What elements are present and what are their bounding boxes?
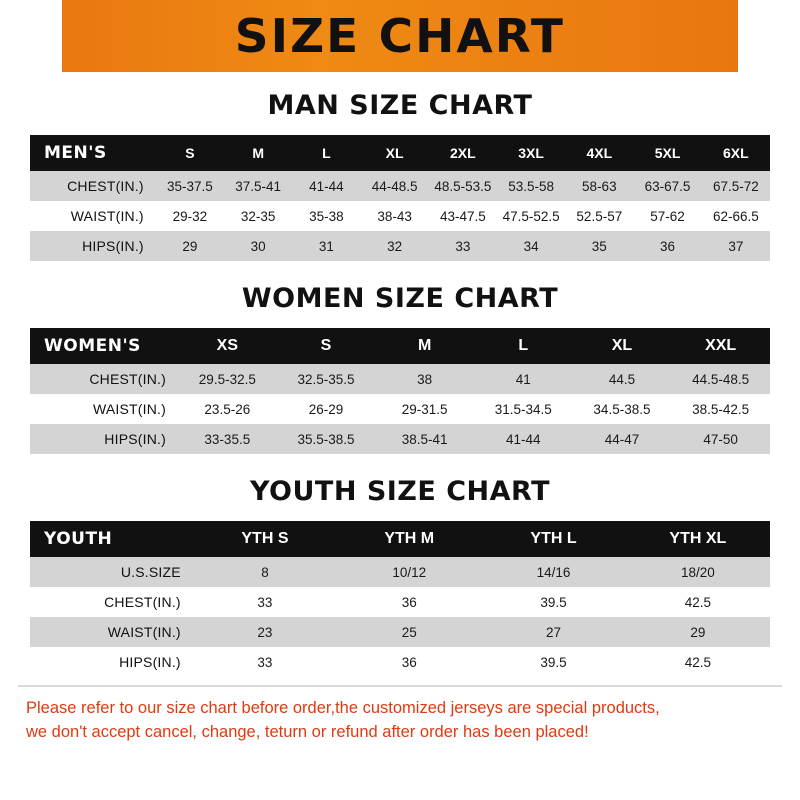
table-cell: 31 xyxy=(292,231,360,261)
table-cell: 35-37.5 xyxy=(156,171,224,201)
men-table-head xyxy=(30,135,770,171)
table-cell: 62-66.5 xyxy=(702,201,770,231)
column-header: S xyxy=(156,135,224,171)
table-cell: 47-50 xyxy=(671,424,770,454)
table-cell: 32.5-35.5 xyxy=(277,364,376,394)
table-cell: 35-38 xyxy=(292,201,360,231)
table-cell: 58-63 xyxy=(565,171,633,201)
table-cell: 37 xyxy=(702,231,770,261)
table-row xyxy=(30,647,770,677)
column-header: 4XL xyxy=(565,135,633,171)
table-cell: 63-67.5 xyxy=(633,171,701,201)
column-header: YTH M xyxy=(337,521,481,557)
row-label: HIPS(IN.) xyxy=(30,647,193,677)
youth-size-table xyxy=(30,521,770,677)
table-row xyxy=(30,364,770,394)
table-cell: 10/12 xyxy=(337,557,481,587)
women-table-head xyxy=(30,328,770,364)
table-cell: 29-31.5 xyxy=(375,394,474,424)
table-cell: 53.5-58 xyxy=(497,171,565,201)
table-cell: 38.5-42.5 xyxy=(671,394,770,424)
table-cell: 23.5-26 xyxy=(178,394,277,424)
column-header: S xyxy=(277,328,376,364)
row-label: WAIST(IN.) xyxy=(30,394,178,424)
table-cell: 38 xyxy=(375,364,474,394)
column-header: L xyxy=(474,328,573,364)
column-header: L xyxy=(292,135,360,171)
header-banner xyxy=(0,0,800,72)
column-header: XL xyxy=(361,135,429,171)
table-row xyxy=(30,201,770,231)
table-cell: 32 xyxy=(361,231,429,261)
row-label: WAIST(IN.) xyxy=(30,617,193,647)
table-cell: 44.5-48.5 xyxy=(671,364,770,394)
column-header: 6XL xyxy=(702,135,770,171)
row-label: CHEST(IN.) xyxy=(30,364,178,394)
table-header-row xyxy=(30,328,770,364)
table-cell: 41-44 xyxy=(292,171,360,201)
table-row xyxy=(30,171,770,201)
men-size-table-wrap xyxy=(0,135,800,261)
table-cell: 14/16 xyxy=(481,557,625,587)
table-cell: 41-44 xyxy=(474,424,573,454)
table-cell: 41 xyxy=(474,364,573,394)
table-row xyxy=(30,394,770,424)
women-table-body xyxy=(30,364,770,454)
column-header: XS xyxy=(178,328,277,364)
table-cell: 33 xyxy=(429,231,497,261)
table-cell: 23 xyxy=(193,617,337,647)
table-cell: 33 xyxy=(193,647,337,677)
table-cell: 33 xyxy=(193,587,337,617)
section-title-women: WOMEN SIZE CHART xyxy=(241,283,559,314)
table-cell: 48.5-53.5 xyxy=(429,171,497,201)
column-header: YTH XL xyxy=(626,521,770,557)
table-cell: 44-47 xyxy=(573,424,672,454)
table-cell: 38-43 xyxy=(361,201,429,231)
table-cell: 29 xyxy=(156,231,224,261)
table-cell: 67.5-72 xyxy=(702,171,770,201)
table-row xyxy=(30,587,770,617)
section-title-men: MAN SIZE CHART xyxy=(267,90,533,121)
table-cell: 42.5 xyxy=(626,587,770,617)
table-cell: 34.5-38.5 xyxy=(573,394,672,424)
banner-right-notch xyxy=(738,0,800,72)
table-cell: 26-29 xyxy=(277,394,376,424)
column-header: XXL xyxy=(671,328,770,364)
table-corner-label: WOMEN'S xyxy=(30,328,178,364)
table-row xyxy=(30,617,770,647)
row-label: U.S.SIZE xyxy=(30,557,193,587)
table-cell: 25 xyxy=(337,617,481,647)
table-row xyxy=(30,424,770,454)
row-label: CHEST(IN.) xyxy=(30,171,156,201)
table-header-row xyxy=(30,135,770,171)
column-header: 5XL xyxy=(633,135,701,171)
column-header: 2XL xyxy=(429,135,497,171)
row-label: CHEST(IN.) xyxy=(30,587,193,617)
table-cell: 38.5-41 xyxy=(375,424,474,454)
youth-table-head xyxy=(30,521,770,557)
women-size-table-wrap xyxy=(0,328,800,454)
footer-note xyxy=(0,687,800,745)
table-cell: 29 xyxy=(626,617,770,647)
youth-table-body xyxy=(30,557,770,677)
column-header: YTH S xyxy=(193,521,337,557)
footer-note-line-1: Please refer to our size chart before order,the customized jerseys are special products, xyxy=(26,699,660,717)
table-cell: 37.5-41 xyxy=(224,171,292,201)
table-cell: 31.5-34.5 xyxy=(474,394,573,424)
banner-left-notch xyxy=(0,0,62,72)
table-corner-label: MEN'S xyxy=(30,135,156,171)
table-cell: 57-62 xyxy=(633,201,701,231)
column-header: M xyxy=(375,328,474,364)
table-cell: 36 xyxy=(337,587,481,617)
column-header: XL xyxy=(573,328,672,364)
table-cell: 33-35.5 xyxy=(178,424,277,454)
table-cell: 8 xyxy=(193,557,337,587)
table-cell: 35 xyxy=(565,231,633,261)
table-cell: 36 xyxy=(633,231,701,261)
table-corner-label: YOUTH xyxy=(30,521,193,557)
table-cell: 44-48.5 xyxy=(361,171,429,201)
table-cell: 44.5 xyxy=(573,364,672,394)
table-row xyxy=(30,231,770,261)
table-cell: 29.5-32.5 xyxy=(178,364,277,394)
table-cell: 39.5 xyxy=(481,587,625,617)
men-table-body xyxy=(30,171,770,261)
column-header: 3XL xyxy=(497,135,565,171)
column-header: YTH L xyxy=(481,521,625,557)
table-cell: 52.5-57 xyxy=(565,201,633,231)
table-header-row xyxy=(30,521,770,557)
table-cell: 36 xyxy=(337,647,481,677)
table-cell: 43-47.5 xyxy=(429,201,497,231)
row-label: HIPS(IN.) xyxy=(30,231,156,261)
table-cell: 32-35 xyxy=(224,201,292,231)
section-title-youth: YOUTH SIZE CHART xyxy=(249,476,551,507)
men-size-table xyxy=(30,135,770,261)
table-cell: 18/20 xyxy=(626,557,770,587)
row-label: HIPS(IN.) xyxy=(30,424,178,454)
table-cell: 34 xyxy=(497,231,565,261)
footer-note-line-2: we don't accept cancel, change, teturn or refund after order has been placed! xyxy=(26,722,589,741)
table-cell: 35.5-38.5 xyxy=(277,424,376,454)
women-size-table xyxy=(30,328,770,454)
column-header: M xyxy=(224,135,292,171)
table-cell: 39.5 xyxy=(481,647,625,677)
table-cell: 27 xyxy=(481,617,625,647)
table-cell: 30 xyxy=(224,231,292,261)
table-cell: 29-32 xyxy=(156,201,224,231)
table-cell: 42.5 xyxy=(626,647,770,677)
table-row xyxy=(30,557,770,587)
youth-size-table-wrap xyxy=(0,521,800,677)
page-title: SIZE CHART xyxy=(234,9,566,63)
row-label: WAIST(IN.) xyxy=(30,201,156,231)
table-cell: 47.5-52.5 xyxy=(497,201,565,231)
